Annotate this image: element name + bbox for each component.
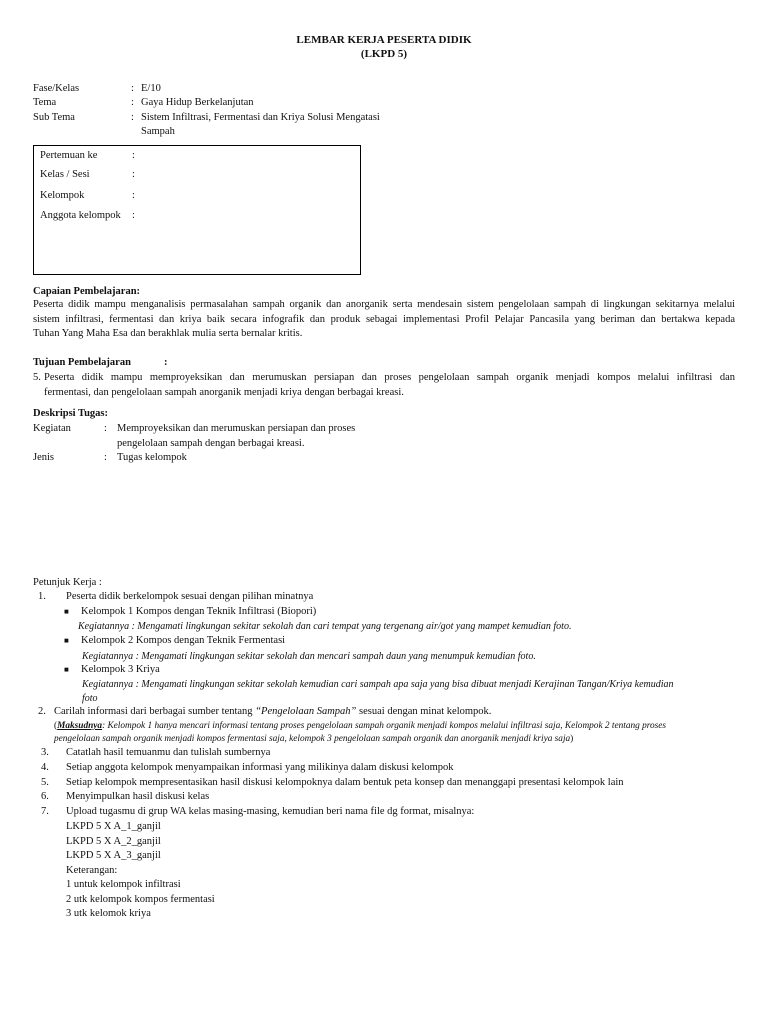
keterangan-item: 2 utk kelompok kompos fermentasi <box>66 893 215 905</box>
subtema-value-cont: Sampah <box>141 126 175 137</box>
file-example: LKPD 5 X A_2_ganjil <box>66 835 161 847</box>
fase-label: Fase/Kelas <box>33 83 80 94</box>
step-4: Setiap anggota kelompok menyampaikan informasi yang milikinya dalam diskusi kelompok <box>66 762 454 773</box>
colon: : <box>104 452 107 463</box>
step-number: 5. <box>41 777 49 788</box>
colon: : <box>132 150 135 161</box>
step-2-topic: “Pengelolaan Sampah” <box>255 706 357 717</box>
step-number: 6. <box>41 791 49 802</box>
colon: : <box>104 423 107 434</box>
subtema-label: Sub Tema <box>33 112 75 123</box>
kelompok-3-kegiatan: Kegiatannya : Mengamati lingkungan sekitar sekolah kemudian cari sampah apa saja yang bisa dibuat menjadi Kerajinan Tangan/Kriya kemudian <box>82 679 674 690</box>
colon: : <box>131 112 134 123</box>
keterangan-label: Keterangan: <box>66 864 118 876</box>
step-number: 7. <box>41 806 49 817</box>
page-title: LEMBAR KERJA PESERTA DIDIK <box>296 34 472 46</box>
colon: : <box>132 210 135 221</box>
capaian-line: sistem infiltrasi, fermentasi dan kriya baik secara infografik dan produk sebagai implementasi Profil Pelajar Pancasila yang beriman dan bertakwa kepada <box>33 313 735 325</box>
identity-box <box>33 145 361 275</box>
bullet-icon: ■ <box>64 636 69 645</box>
keterangan-item: 1 untuk kelompok infiltrasi <box>66 879 181 890</box>
maksudnya-label: Maksudnya <box>57 721 103 731</box>
fase-value: E/10 <box>141 83 161 94</box>
step-1: Peserta didik berkelompok sesuai dengan pilihan minatnya <box>66 591 314 602</box>
kelompok-1-kegiatan: Kegiatannya : Mengamati lingkungan sekitar sekolah dan cari tempat yang tergenang air/got yang mampet kemudian foto. <box>78 621 572 632</box>
tujuan-line: fermentasi, dan pengelolaan sampah anorganik menjadi kriya dengan berbagai kreasi. <box>44 386 404 398</box>
subtema-value: Sistem Infiltrasi, Fermentasi dan Kriya Solusi Mengatasi <box>141 112 380 123</box>
deskripsi-heading: Deskripsi Tugas: <box>33 408 108 419</box>
capaian-heading: Capaian Pembelajaran: <box>33 286 141 297</box>
petunjuk-heading: Petunjuk Kerja : <box>33 577 102 588</box>
kegiatan-value-cont: pengelolaan sampah dengan berbagai kreasi. <box>117 438 305 449</box>
step-number: 3. <box>41 747 49 758</box>
colon: : <box>132 190 135 201</box>
kelompok-label: Kelompok <box>40 190 85 201</box>
step-6: Menyimpulkan hasil diskusi kelas <box>66 791 210 802</box>
capaian-text <box>33 298 735 342</box>
tujuan-text <box>44 371 735 400</box>
tema-label: Tema <box>33 97 57 108</box>
tema-value: Gaya Hidup Berkelanjutan <box>141 97 254 108</box>
kelompok-3: Kelompok 3 Kriya <box>81 664 160 675</box>
step-7: Upload tugasmu di grup WA kelas masing-masing, kemudian beri nama file dg format, misalnya: <box>66 806 475 817</box>
colon: : <box>131 97 134 108</box>
paren: ) <box>570 734 574 744</box>
page-subtitle: (LKPD 5) <box>360 48 408 60</box>
step-number: 4. <box>41 762 49 773</box>
colon: : <box>131 83 134 94</box>
step-number: 2. <box>38 706 46 717</box>
kegiatan-value: Memproyeksikan dan merumuskan persiapan dan proses <box>117 423 356 434</box>
bullet-icon: ■ <box>64 665 69 674</box>
kegiatan-label: Kegiatan <box>33 423 71 434</box>
step-3: Catatlah hasil temuanmu dan tulislah sumbernya <box>66 747 271 758</box>
jenis-label: Jenis <box>33 452 54 463</box>
jenis-value: Tugas kelompok <box>117 452 187 463</box>
step-2-note <box>54 720 744 746</box>
bullet-icon: ■ <box>64 607 69 616</box>
anggota-label: Anggota kelompok <box>40 210 121 221</box>
file-format-list <box>66 820 215 922</box>
step-number: 1. <box>38 591 46 602</box>
pertemuan-label: Pertemuan ke <box>40 150 98 161</box>
step-2-text: Carilah informasi dari berbagai sumber tentang <box>54 706 256 717</box>
tujuan-num: 5. <box>33 372 41 383</box>
kelompok-2: Kelompok 2 Kompos dengan Teknik Fermentasi <box>81 635 286 646</box>
colon: : <box>132 169 135 180</box>
file-example: LKPD 5 X A_3_ganjil <box>66 850 161 861</box>
note-line: pengelolaan sampah organik menjadi kompos fermentasi saja, kelompok 3 pengelolaan sampah organik dan anorganik menjadi kriya saja <box>54 734 571 744</box>
note-line: : Kelompok 1 hanya mencari informasi tentang proses pengelolaan sampah organik menjadi kompos melalui infiltrasi saja, Kelompok 2 tentang proses <box>102 721 667 731</box>
step-2 <box>54 705 491 720</box>
kelompok-2-kegiatan: Kegiatannya : Mengamati lingkungan sekitar sekolah dan mencari sampah daun yang menumpuk kemudian foto. <box>82 651 536 662</box>
step-2-text-end: sesuai dengan minat kelompok. <box>356 706 492 717</box>
capaian-line: Peserta didik mampu menganalisis permasalahan sampah organik dan anorganik serta mendesain sistem pengelolaan sampah di lingkungan sekitarnya melalui <box>33 299 735 310</box>
kelompok-1: Kelompok 1 Kompos dengan Teknik Infiltrasi (Biopori) <box>81 606 317 617</box>
keterangan-item: 3 utk kelomok kriya <box>66 908 151 919</box>
kelas-label: Kelas / Sesi <box>40 169 90 180</box>
tujuan-heading: Tujuan Pembelajaran <box>33 357 131 368</box>
kelompok-3-kegiatan-cont: foto <box>82 693 98 704</box>
colon: : <box>164 357 168 368</box>
file-example: LKPD 5 X A_1_ganjil <box>66 821 161 832</box>
paren: ( <box>54 721 58 731</box>
tujuan-line: Peserta didik mampu memproyeksikan dan merumuskan persiapan dan proses pengelolaan sampah organik menjadi kompos melalui infiltrasi dan <box>44 372 735 383</box>
step-5: Setiap kelompok mempresentasikan hasil diskusi kelompoknya dalam bentuk peta konsep dan menanggapi presentasi kelompok lain <box>66 777 624 788</box>
capaian-line: Tuhan Yang Maha Esa dan berakhlak mulia serta bernalar kritis. <box>33 328 303 339</box>
